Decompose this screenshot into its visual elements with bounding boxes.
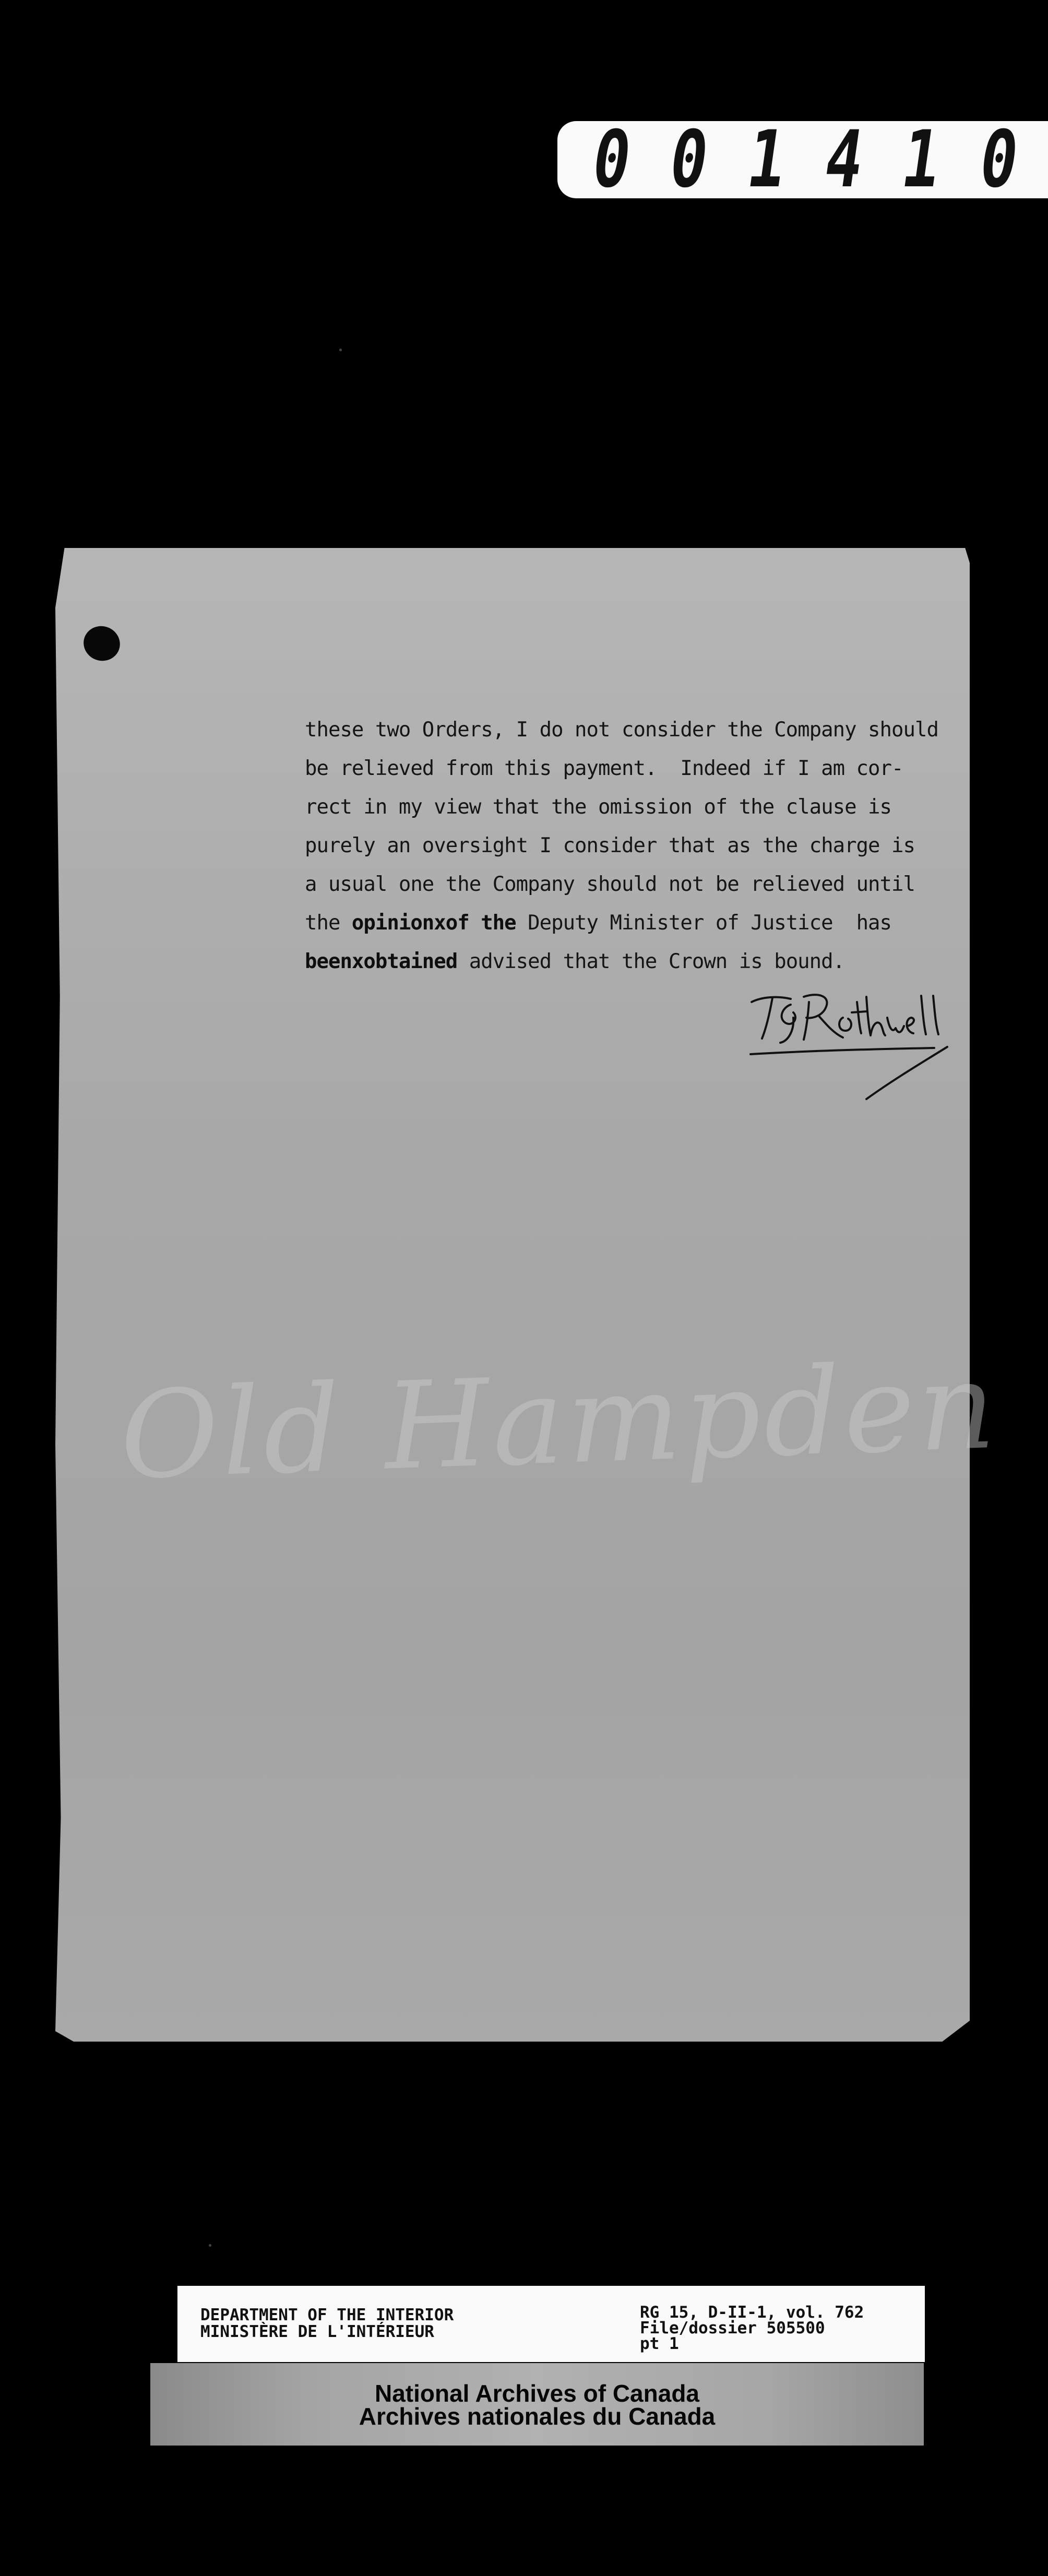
- struck-out-text: opinionxof the: [351, 911, 516, 935]
- letter-line: [305, 904, 978, 943]
- line-text: advised that the Crown is bound.: [457, 950, 845, 973]
- line-text: be relieved from this payment. Indeed if I am cor-: [305, 757, 903, 780]
- national-archives-banner: [150, 2363, 924, 2446]
- frame-digit: 0: [974, 114, 1024, 205]
- letter-line: [305, 788, 978, 827]
- file-number: File/dossier 505500: [640, 2319, 825, 2338]
- line-text: the: [305, 911, 352, 935]
- department-names: [200, 2307, 454, 2340]
- frame-digit: 0: [664, 114, 714, 205]
- letter-body: [305, 711, 978, 981]
- letter-line: [305, 827, 978, 865]
- archives-name-english: National Archives of Canada: [374, 2380, 699, 2407]
- frame-digit: 1: [897, 114, 946, 205]
- letter-line: [305, 749, 978, 788]
- letter-line: [305, 865, 978, 904]
- line-text: a usual one the Company should not be relieved until: [305, 873, 915, 896]
- handwritten-signature: [741, 981, 971, 1106]
- frame-number-strip: [557, 114, 1048, 205]
- file-part: pt 1: [640, 2334, 679, 2353]
- letter-line: [305, 943, 978, 981]
- archive-reference-label: [177, 2286, 925, 2362]
- dust-speck: [209, 2244, 211, 2247]
- line-text: purely an oversight I consider that as the charge is: [305, 834, 915, 857]
- line-text: rect in my view that the omission of the clause is: [305, 795, 891, 819]
- frame-digit: 4: [819, 114, 869, 205]
- record-group-reference: RG 15, D-II-1, vol. 762: [640, 2303, 864, 2322]
- letter-line: [305, 711, 978, 749]
- department-name-french: MINISTÈRE DE L'INTÉRIEUR: [200, 2322, 434, 2341]
- dust-speck: [339, 349, 342, 351]
- paper-watermark: Old Hampden: [117, 1336, 1001, 1507]
- line-text: these two Orders, I do not consider the Company should: [305, 718, 938, 742]
- line-text: Deputy Minister of Justice has: [516, 911, 892, 935]
- frame-digit: 1: [742, 114, 792, 205]
- file-reference: [640, 2305, 864, 2352]
- struck-out-text: beenxobtained: [305, 950, 458, 973]
- department-name-english: DEPARTMENT OF THE INTERIOR: [200, 2306, 454, 2324]
- frame-digit: 0: [587, 114, 637, 205]
- archives-name-french: Archives nationales du Canada: [359, 2403, 716, 2430]
